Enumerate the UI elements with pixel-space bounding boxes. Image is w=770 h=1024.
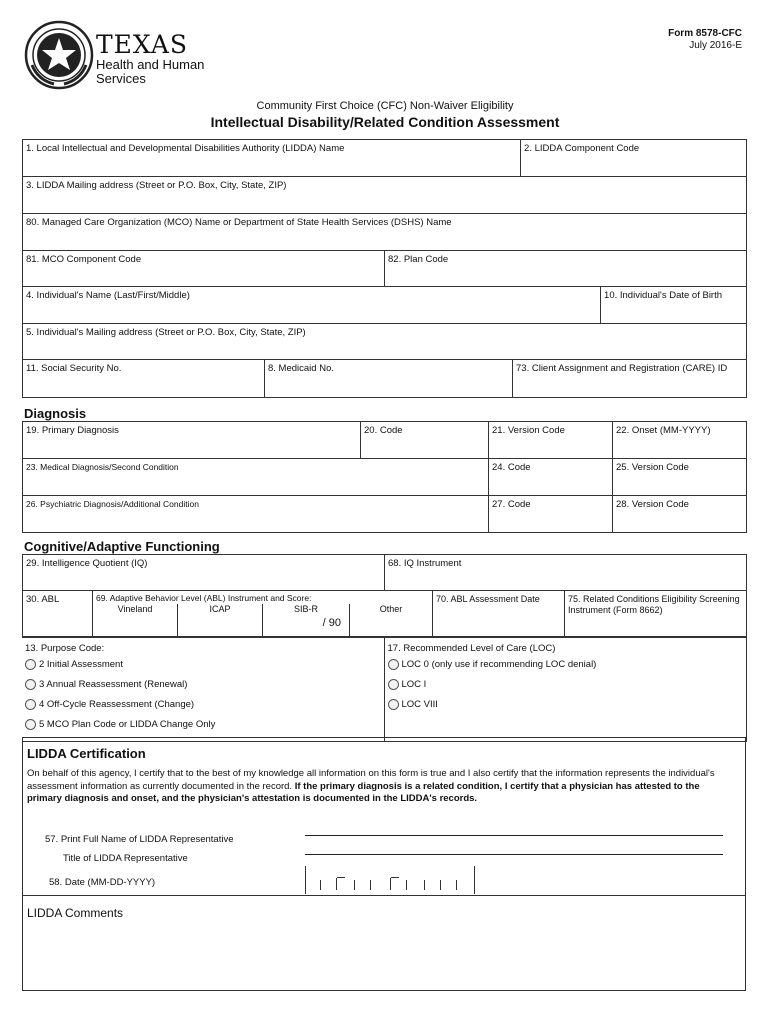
agency-logo xyxy=(24,20,204,95)
comments-field[interactable] xyxy=(27,924,739,984)
field-abl[interactable]: 30. ABL xyxy=(23,591,93,637)
loc-label: 17. Recommended Level of Care (LOC) xyxy=(387,643,556,654)
field-related-conditions[interactable]: 75. Related Conditions Eligibility Screening Instrument (Form 8662) xyxy=(565,591,747,637)
purpose-option-annual[interactable]: 3 Annual Reassessment (Renewal) xyxy=(25,678,381,690)
purpose-option-offcycle[interactable]: 4 Off-Cycle Reassessment (Change) xyxy=(25,698,381,710)
certification-heading: LIDDA Certification xyxy=(27,746,146,761)
radio-icon[interactable] xyxy=(388,659,399,670)
inst-sibr[interactable]: SIB-R / 90 xyxy=(263,604,350,636)
purpose-loc-table xyxy=(22,637,747,742)
field-primary-diagnosis[interactable]: 19. Primary Diagnosis xyxy=(23,422,361,459)
field-individual-mailing-address[interactable]: 5. Individual's Mailing address (Street or P.O. Box, City, State, ZIP) xyxy=(23,324,747,360)
agency-name-texas: TEXAS xyxy=(96,30,189,59)
field-mco-component-code[interactable]: 81. MCO Component Code xyxy=(23,251,385,287)
rep-name-label: 57. Print Full Name of LIDDA Representative xyxy=(45,834,234,845)
radio-icon[interactable] xyxy=(25,699,36,710)
cognitive-table xyxy=(22,554,747,637)
identification-table xyxy=(22,139,747,398)
form-title: Intellectual Disability/Related Condition Assessment xyxy=(210,114,560,130)
form-meta xyxy=(668,28,742,52)
field-onset[interactable]: 22. Onset (MM-YYYY) xyxy=(613,422,747,459)
rep-title-label: Title of LIDDA Representative xyxy=(63,853,188,864)
radio-icon[interactable] xyxy=(25,719,36,730)
purpose-option-mco-change[interactable]: 5 MCO Plan Code or LIDDA Change Only xyxy=(25,718,381,730)
field-primary-version-code[interactable]: 21. Version Code xyxy=(489,422,613,459)
field-medicaid-no[interactable]: 8. Medicaid No. xyxy=(265,360,513,398)
field-abl-assessment-date[interactable]: 70. ABL Assessment Date xyxy=(433,591,565,637)
form-date: July 2016-E xyxy=(689,40,742,51)
purpose-option-initial[interactable]: 2 Initial Assessment xyxy=(25,658,381,670)
agency-name-rest: Health and Human Services xyxy=(96,57,205,86)
loc-cell xyxy=(384,638,746,742)
certification-text: On behalf of this agency, I certify that to the best of my knowledge all information on this form is true and I also certify that the information represents the individual's assessment information as currently documented in the record. If the primary diagnosis is a related condition, I certify that a physician has attested to the primary diagnosis and onset, and the physician's attestation is documented in the LIDDA's records. xyxy=(27,768,715,804)
field-psychiatric-diagnosis[interactable]: 26. Psychiatric Diagnosis/Additional Condition xyxy=(23,496,489,533)
field-medical-version-code[interactable]: 25. Version Code xyxy=(613,459,747,496)
radio-icon[interactable] xyxy=(388,699,399,710)
comments-heading: LIDDA Comments xyxy=(27,906,124,920)
field-date-of-birth[interactable]: 10. Individual's Date of Birth xyxy=(601,287,747,324)
field-psychiatric-version-code[interactable]: 28. Version Code xyxy=(613,496,747,533)
date-label: 58. Date (MM-DD-YYYY) xyxy=(49,877,156,888)
inst-vineland[interactable]: Vineland xyxy=(93,604,178,636)
field-psychiatric-code[interactable]: 27. Code xyxy=(489,496,613,533)
purpose-code-label: 13. Purpose Code: xyxy=(25,643,105,654)
inst-icap[interactable]: ICAP xyxy=(178,604,263,636)
field-iq-instrument[interactable]: 68. IQ Instrument xyxy=(385,555,747,591)
field-primary-code[interactable]: 20. Code xyxy=(361,422,489,459)
field-lidda-mailing-address[interactable]: 3. LIDDA Mailing address (Street or P.O. Box, City, State, ZIP) xyxy=(23,177,747,214)
field-ssn[interactable]: 11. Social Security No. xyxy=(23,360,265,398)
field-abl-instrument[interactable]: 69. Adaptive Behavior Level (ABL) Instrument and Score: Vineland ICAP SIB-R / 90 Other xyxy=(93,591,433,637)
date-field[interactable] xyxy=(305,866,475,894)
radio-icon[interactable] xyxy=(25,659,36,670)
diagnosis-table xyxy=(22,421,747,533)
field-medical-diagnosis[interactable]: 23. Medical Diagnosis/Second Condition xyxy=(23,459,489,496)
loc-option-1[interactable]: LOC I xyxy=(388,678,743,690)
field-medical-code[interactable]: 24. Code xyxy=(489,459,613,496)
inst-other[interactable]: Other xyxy=(379,604,403,614)
certification-box xyxy=(22,737,746,991)
field-mco-name[interactable]: 80. Managed Care Organization (MCO) Name or Department of State Health Services (DSHS) Name xyxy=(23,214,747,251)
sibr-score: / 90 xyxy=(322,617,341,629)
loc-option-8[interactable]: LOC VIII xyxy=(388,698,743,710)
radio-icon[interactable] xyxy=(25,679,36,690)
rep-name-line[interactable] xyxy=(305,835,723,836)
loc-option-0[interactable]: LOC 0 (only use if recommending LOC denial) xyxy=(388,658,743,670)
diagnosis-heading: Diagnosis xyxy=(24,406,87,421)
field-iq[interactable]: 29. Intelligence Quotient (IQ) xyxy=(23,555,385,591)
field-plan-code[interactable]: 82. Plan Code xyxy=(385,251,747,287)
field-individual-name[interactable]: 4. Individual's Name (Last/First/Middle) xyxy=(23,287,601,324)
radio-icon[interactable] xyxy=(388,679,399,690)
field-lidda-name[interactable]: 1. Local Intellectual and Developmental Disabilities Authority (LIDDA) Name xyxy=(23,140,521,177)
texas-seal-icon xyxy=(24,20,94,90)
field-care-id[interactable]: 73. Client Assignment and Registration (CARE) ID xyxy=(513,360,747,398)
purpose-code-cell xyxy=(22,638,384,742)
form-subtitle: Community First Choice (CFC) Non-Waiver Eligibility xyxy=(256,100,514,112)
form-number: Form 8578-CFC xyxy=(668,28,742,39)
field-lidda-component-code[interactable]: 2. LIDDA Component Code xyxy=(521,140,747,177)
rep-title-line[interactable] xyxy=(305,854,723,855)
cognitive-heading: Cognitive/Adaptive Functioning xyxy=(24,539,220,554)
